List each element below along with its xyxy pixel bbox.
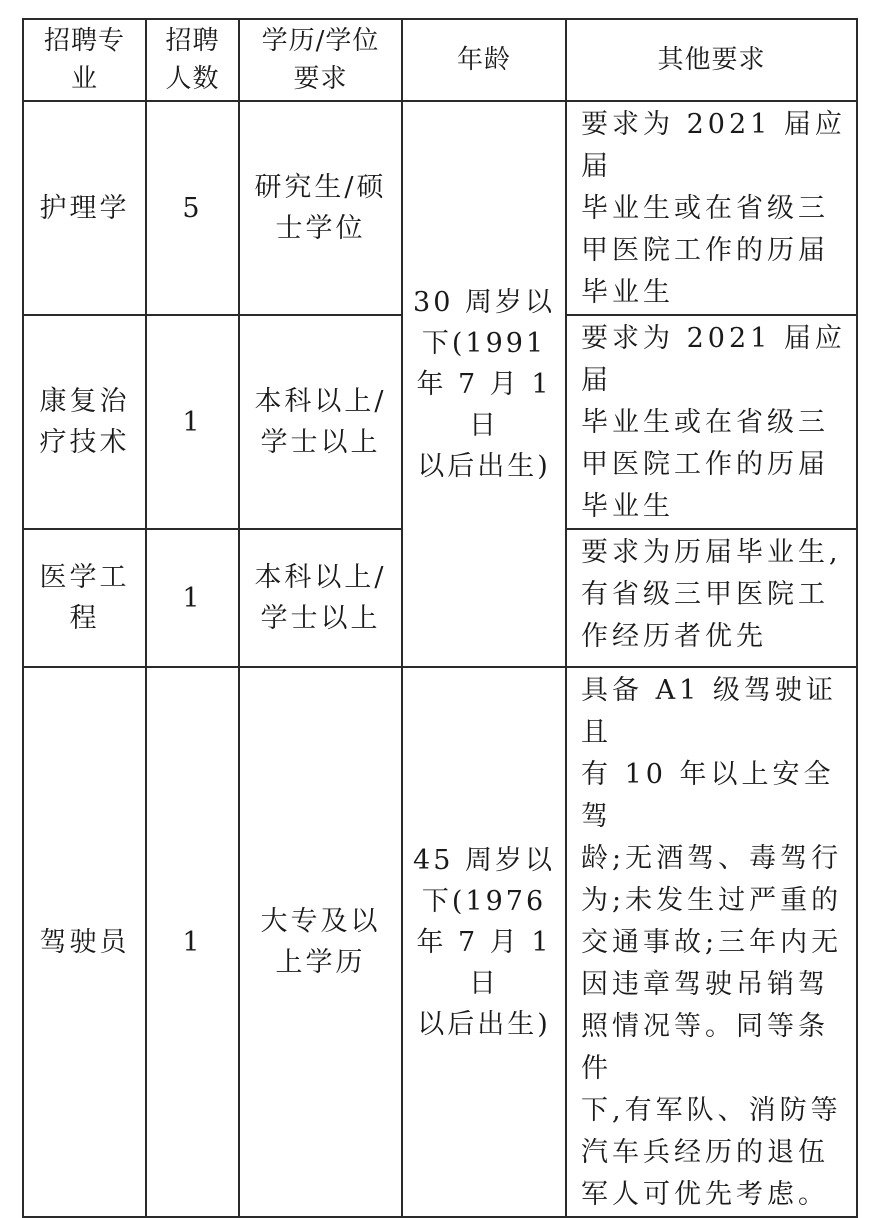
header-education: 学历/学位 要求 [239, 19, 402, 101]
age-requirement: 45 周岁以 下(1976 年 7 月 1 日 以后出生) [402, 667, 566, 1217]
row-count: 1 [146, 315, 239, 529]
row-other-requirements: 要求为 2021 届应届 毕业生或在省级三 甲医院工作的历届 毕业生 [566, 101, 857, 315]
header-major: 招聘专 业 [23, 19, 146, 101]
row-count: 1 [146, 529, 239, 667]
header-row [23, 19, 857, 101]
row-other-requirements: 要求为 2021 届应届 毕业生或在省级三 甲医院工作的历届 毕业生 [566, 315, 857, 529]
row-education: 本科以上/ 学士以上 [239, 315, 402, 529]
row-education: 本科以上/ 学士以上 [239, 529, 402, 667]
header-count: 招聘 人数 [146, 19, 239, 101]
row-other-requirements: 要求为历届毕业生, 有省级三甲医院工 作经历者优先 [566, 529, 857, 667]
table-row [23, 667, 857, 1217]
row-major: 驾驶员 [23, 667, 146, 1217]
row-major: 医学工 程 [23, 529, 146, 667]
recruitment-table [22, 18, 858, 1218]
row-count: 1 [146, 667, 239, 1217]
row-major: 护理学 [23, 101, 146, 315]
table-row [23, 101, 857, 315]
row-count: 5 [146, 101, 239, 315]
row-education: 大专及以 上学历 [239, 667, 402, 1217]
header-age: 年龄 [402, 19, 566, 101]
header-other: 其他要求 [566, 19, 857, 101]
row-other-requirements: 具备 A1 级驾驶证且 有 10 年以上安全驾 龄;无酒驾、毒驾行 为;未发生过严重的 交通事故;三年内无 因违章驾驶吊销驾 照情况等。同等条件 下,有军队、消防等 汽车兵经历的退伍 军人可优先考虑。 [566, 667, 857, 1217]
row-education: 研究生/硕 士学位 [239, 101, 402, 315]
row-major: 康复治 疗技术 [23, 315, 146, 529]
age-requirement: 30 周岁以 下(1991 年 7 月 1 日 以后出生) [402, 101, 566, 667]
